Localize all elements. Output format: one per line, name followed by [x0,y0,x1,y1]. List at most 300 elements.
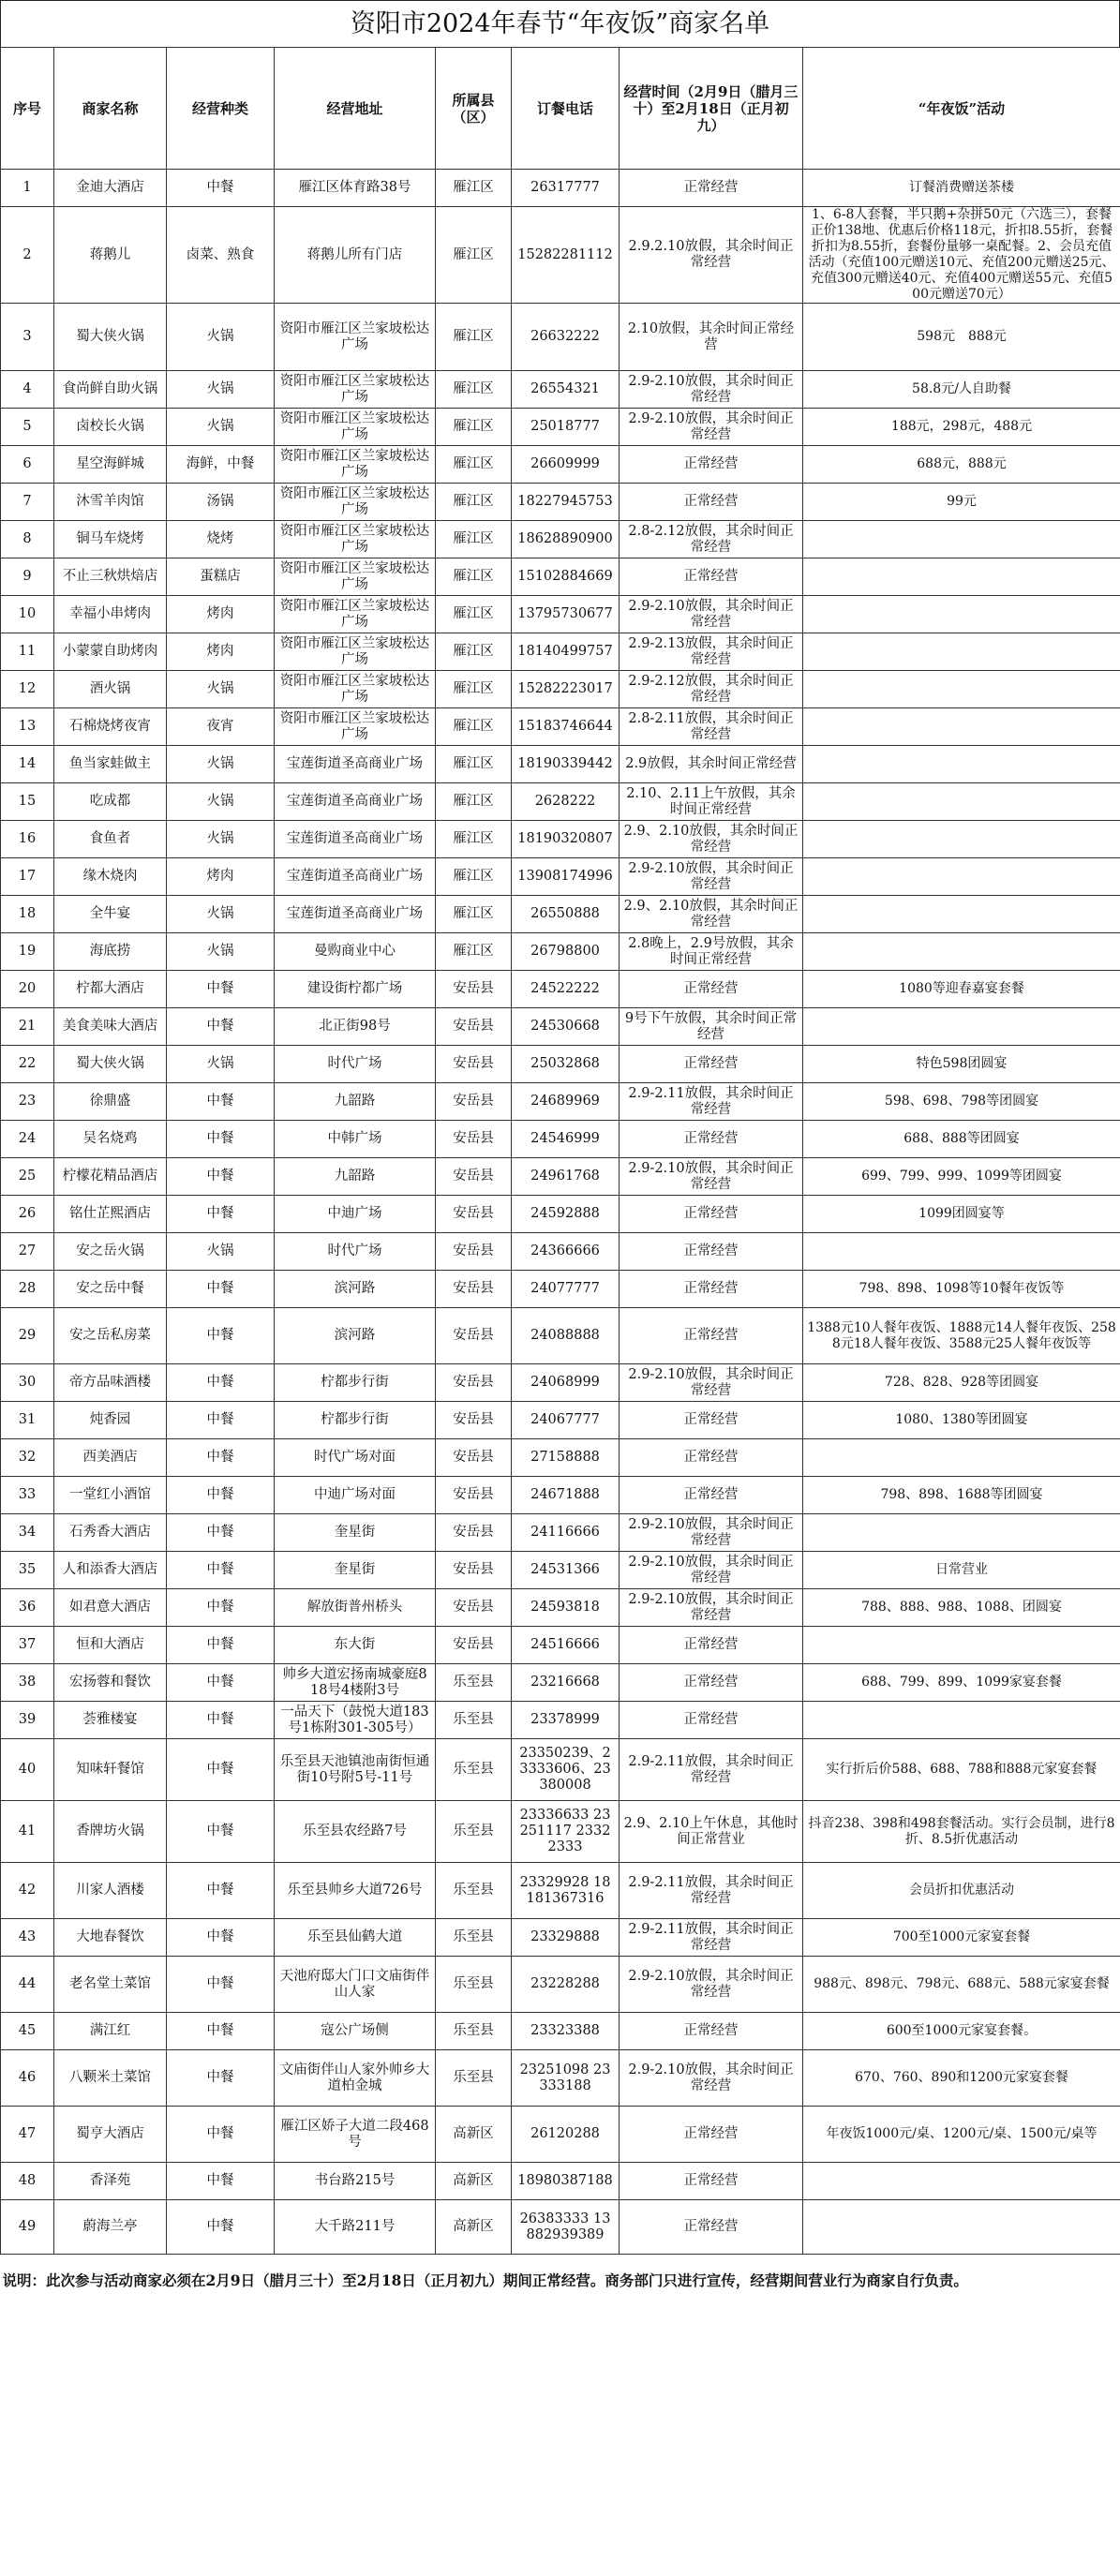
cell-hours: 2.9-2.10放假，其余时间正常经营 [620,1957,803,2013]
cell-index: 16 [1,821,54,858]
cell-index: 20 [1,971,54,1008]
cell-phone: 18628890900 [512,521,620,558]
cell-category: 中餐 [167,2050,275,2107]
cell-district: 安岳县 [436,1158,512,1196]
cell-address: 资阳市雁江区兰家坡松达广场 [275,371,436,409]
cell-district: 安岳县 [436,1402,512,1439]
cell-category: 中餐 [167,2013,275,2050]
cell-category: 中餐 [167,1439,275,1477]
cell-address: 柠都步行街 [275,1364,436,1402]
cell-address: 中韩广场 [275,1121,436,1158]
sheet-title: 资阳市2024年春节“年夜饭”商家名单 [0,0,1120,47]
cell-merchant-name: 吃成都 [54,783,167,821]
cell-promotion [803,1514,1120,1552]
cell-category: 汤锅 [167,484,275,521]
cell-phone: 26383333 13882939389 [512,2200,620,2255]
cell-district: 雁江区 [436,708,512,746]
table-row [1,170,1120,207]
cell-category: 火锅 [167,371,275,409]
header-cell: 经营种类 [167,48,275,170]
cell-category: 烤肉 [167,596,275,633]
cell-category: 中餐 [167,1121,275,1158]
cell-promotion: 特色598团圆宴 [803,1046,1120,1083]
cell-address: 建设街柠都广场 [275,971,436,1008]
cell-index: 4 [1,371,54,409]
table-row [1,1158,1120,1196]
cell-promotion: 670、760、890和1200元家宴套餐 [803,2050,1120,2107]
cell-category: 烤肉 [167,858,275,896]
cell-district: 安岳县 [436,1121,512,1158]
table-row [1,746,1120,783]
cell-address: 寇公广场侧 [275,2013,436,2050]
cell-promotion: 988元、898元、798元、688元、588元家宴套餐 [803,1957,1120,2013]
cell-phone: 24067777 [512,1402,620,1439]
cell-hours: 正常经营 [620,1627,803,1664]
cell-promotion: 798、898、1688等团圆宴 [803,1477,1120,1514]
cell-index: 30 [1,1364,54,1402]
cell-hours: 2.9-2.10放假，其余时间正常经营 [620,1158,803,1196]
cell-promotion: 日常营业 [803,1552,1120,1589]
footnote: 说明：此次参与活动商家必须在2月9日（腊月三十）至2月18日（正月初九）期间正常经营。商务部门只进行宣传，经营期间营业行为商家自行负责。 [2,2271,968,2289]
cell-district: 乐至县 [436,1919,512,1957]
table-row [1,484,1120,521]
cell-hours: 正常经营 [620,1477,803,1514]
cell-hours: 2.8晚上，2.9号放假，其余时间正常经营 [620,933,803,971]
table-row [1,446,1120,484]
cell-index: 28 [1,1271,54,1308]
cell-address: 奎星街 [275,1552,436,1589]
cell-district: 乐至县 [436,1739,512,1801]
table-row [1,783,1120,821]
cell-index: 43 [1,1919,54,1957]
cell-address: 资阳市雁江区兰家坡松达广场 [275,596,436,633]
cell-promotion: 798、898、1098等10餐年夜饭等 [803,1271,1120,1308]
cell-address: 乐至县帅乡大道726号 [275,1863,436,1919]
table-row [1,207,1120,304]
table-row [1,596,1120,633]
table-row [1,671,1120,708]
cell-promotion: 1388元10人餐年夜饭、1888元14人餐年夜饭、2588元18人餐年夜饭、3588元25人餐年夜饭等 [803,1308,1120,1364]
cell-hours: 正常经营 [620,2200,803,2255]
cell-phone: 26317777 [512,170,620,207]
cell-merchant-name: 蜀大侠火锅 [54,304,167,371]
cell-category: 中餐 [167,2107,275,2163]
cell-index: 48 [1,2163,54,2200]
table-row [1,1008,1120,1046]
cell-merchant-name: 安之岳中餐 [54,1271,167,1308]
cell-phone: 24068999 [512,1364,620,1402]
cell-category: 中餐 [167,1402,275,1439]
cell-address: 宝莲街道圣高商业广场 [275,896,436,933]
table-row [1,1552,1120,1589]
table-row [1,1046,1120,1083]
cell-promotion: 598元 888元 [803,304,1120,371]
cell-promotion [803,2200,1120,2255]
cell-address: 中迪广场对面 [275,1477,436,1514]
cell-merchant-name: 香牌坊火锅 [54,1801,167,1863]
cell-index: 13 [1,708,54,746]
cell-district: 雁江区 [436,304,512,371]
cell-category: 中餐 [167,1552,275,1589]
cell-index: 40 [1,1739,54,1801]
cell-category: 中餐 [167,1158,275,1196]
cell-phone: 23323388 [512,2013,620,2050]
cell-index: 18 [1,896,54,933]
cell-phone: 24592888 [512,1196,620,1233]
cell-category: 中餐 [167,1477,275,1514]
table-row [1,1477,1120,1514]
cell-address: 宝莲街道圣高商业广场 [275,783,436,821]
cell-promotion: 1099团圆宴等 [803,1196,1120,1233]
cell-district: 高新区 [436,2200,512,2255]
table-row [1,304,1120,371]
cell-address: 雁江区娇子大道二段468号 [275,2107,436,2163]
cell-address: 东大街 [275,1627,436,1664]
cell-phone: 24366666 [512,1233,620,1271]
cell-merchant-name: 蔚海兰亭 [54,2200,167,2255]
table-row [1,1627,1120,1664]
cell-category: 中餐 [167,1739,275,1801]
table-row [1,821,1120,858]
cell-address: 大千路211号 [275,2200,436,2255]
cell-hours: 正常经营 [620,484,803,521]
cell-promotion: 699、799、999、1099等团圆宴 [803,1158,1120,1196]
cell-category: 中餐 [167,1308,275,1364]
cell-hours: 正常经营 [620,1121,803,1158]
cell-index: 47 [1,2107,54,2163]
cell-hours: 2.8-2.12放假，其余时间正常经营 [620,521,803,558]
cell-index: 21 [1,1008,54,1046]
cell-category: 火锅 [167,409,275,446]
cell-index: 15 [1,783,54,821]
cell-promotion [803,858,1120,896]
cell-district: 雁江区 [436,446,512,484]
cell-promotion: 728、828、928等团圆宴 [803,1364,1120,1402]
table-row [1,521,1120,558]
cell-address: 曼购商业中心 [275,933,436,971]
cell-promotion: 1080等迎春嘉宴套餐 [803,971,1120,1008]
cell-promotion [803,708,1120,746]
cell-hours: 2.9-2.12放假，其余时间正常经营 [620,671,803,708]
cell-category: 中餐 [167,1919,275,1957]
table-row [1,1402,1120,1439]
cell-index: 23 [1,1083,54,1121]
cell-category: 蛋糕店 [167,558,275,596]
cell-merchant-name: 海底捞 [54,933,167,971]
cell-category: 中餐 [167,1627,275,1664]
cell-promotion: 99元 [803,484,1120,521]
cell-index: 19 [1,933,54,971]
cell-category: 夜宵 [167,708,275,746]
cell-category: 中餐 [167,1801,275,1863]
cell-hours: 2.9-2.11放假，其余时间正常经营 [620,1083,803,1121]
cell-promotion [803,671,1120,708]
cell-promotion: 1080、1380等团圆宴 [803,1402,1120,1439]
cell-phone: 24546999 [512,1121,620,1158]
cell-merchant-name: 蜀亨大酒店 [54,2107,167,2163]
cell-merchant-name: 炖香园 [54,1402,167,1439]
cell-district: 安岳县 [436,1364,512,1402]
cell-hours: 2.10、2.11上午放假，其余时间正常经营 [620,783,803,821]
cell-category: 中餐 [167,2163,275,2200]
cell-index: 27 [1,1233,54,1271]
cell-address: 资阳市雁江区兰家坡松达广场 [275,633,436,671]
cell-merchant-name: 荟雅楼宴 [54,1702,167,1739]
table-row [1,1439,1120,1477]
cell-promotion [803,1627,1120,1664]
cell-category: 火锅 [167,1046,275,1083]
cell-address: 资阳市雁江区兰家坡松达广场 [275,446,436,484]
cell-index: 37 [1,1627,54,1664]
cell-category: 火锅 [167,1233,275,1271]
cell-phone: 24961768 [512,1158,620,1196]
cell-phone: 23336633 23251117 23322333 [512,1801,620,1863]
cell-category: 烧烤 [167,521,275,558]
header-cell: 经营时间（2月9日（腊月三十）至2月18日（正月初九） [620,48,803,170]
cell-hours: 2.9-2.10放假，其余时间正常经营 [620,596,803,633]
cell-promotion: 700至1000元家宴套餐 [803,1919,1120,1957]
cell-index: 1 [1,170,54,207]
table-row [1,1121,1120,1158]
cell-phone: 18140499757 [512,633,620,671]
cell-index: 3 [1,304,54,371]
cell-promotion [803,783,1120,821]
cell-phone: 18190320807 [512,821,620,858]
cell-address: 天池府邸大门口文庙街伴山人家 [275,1957,436,2013]
cell-district: 乐至县 [436,1664,512,1702]
header-cell: 所属县（区） [436,48,512,170]
cell-address: 资阳市雁江区兰家坡松达广场 [275,304,436,371]
cell-district: 安岳县 [436,971,512,1008]
cell-promotion [803,596,1120,633]
cell-district: 乐至县 [436,2050,512,2107]
cell-category: 火锅 [167,671,275,708]
cell-index: 39 [1,1702,54,1739]
cell-merchant-name: 帝方品味酒楼 [54,1364,167,1402]
cell-merchant-name: 蒋鹅儿 [54,207,167,304]
cell-address: 时代广场 [275,1233,436,1271]
cell-category: 卤菜、熟食 [167,207,275,304]
cell-merchant-name: 幸福小串烤肉 [54,596,167,633]
cell-merchant-name: 铭仕芷熙酒店 [54,1196,167,1233]
cell-promotion [803,933,1120,971]
cell-district: 雁江区 [436,170,512,207]
cell-merchant-name: 川家人酒楼 [54,1863,167,1919]
table-row [1,1702,1120,1739]
cell-promotion [803,521,1120,558]
cell-district: 雁江区 [436,746,512,783]
cell-phone: 24088888 [512,1308,620,1364]
cell-promotion: 抖音238、398和498套餐活动。实行会员制，进行8折、8.5折优惠活动 [803,1801,1120,1863]
cell-hours: 2.9-2.11放假，其余时间正常经营 [620,1863,803,1919]
cell-index: 41 [1,1801,54,1863]
cell-phone: 26554321 [512,371,620,409]
cell-index: 14 [1,746,54,783]
table-row [1,1271,1120,1308]
cell-promotion [803,896,1120,933]
cell-hours: 2.9-2.10放假，其余时间正常经营 [620,858,803,896]
header-cell: 经营地址 [275,48,436,170]
cell-address: 一品天下（鼓悦大道183号1栋附301-305号） [275,1702,436,1739]
cell-merchant-name: 石秀香大酒店 [54,1514,167,1552]
cell-index: 42 [1,1863,54,1919]
cell-hours: 正常经营 [620,170,803,207]
cell-index: 26 [1,1196,54,1233]
cell-hours: 2.9、2.10放假，其余时间正常经营 [620,896,803,933]
cell-index: 8 [1,521,54,558]
cell-category: 中餐 [167,1364,275,1402]
header-cell: 商家名称 [54,48,167,170]
cell-promotion [803,1439,1120,1477]
cell-address: 滨河路 [275,1271,436,1308]
cell-hours: 2.9、2.10放假，其余时间正常经营 [620,821,803,858]
table-row [1,1739,1120,1801]
cell-phone: 15102884669 [512,558,620,596]
cell-address: 资阳市雁江区兰家坡松达广场 [275,409,436,446]
cell-merchant-name: 全牛宴 [54,896,167,933]
cell-index: 5 [1,409,54,446]
cell-category: 火锅 [167,304,275,371]
cell-hours: 正常经营 [620,1664,803,1702]
cell-index: 46 [1,2050,54,2107]
table-row [1,558,1120,596]
cell-merchant-name: 老名堂土菜馆 [54,1957,167,2013]
cell-phone: 24516666 [512,1627,620,1664]
cell-hours: 正常经营 [620,1271,803,1308]
cell-district: 乐至县 [436,1801,512,1863]
cell-merchant-name: 西美酒店 [54,1439,167,1477]
cell-address: 滨河路 [275,1308,436,1364]
header-cell: 订餐电话 [512,48,620,170]
cell-address: 书台路215号 [275,2163,436,2200]
cell-district: 雁江区 [436,896,512,933]
cell-phone: 15282281112 [512,207,620,304]
table-row [1,371,1120,409]
cell-phone: 13795730677 [512,596,620,633]
cell-address: 北正街98号 [275,1008,436,1046]
cell-phone: 25032868 [512,1046,620,1083]
cell-index: 22 [1,1046,54,1083]
cell-index: 10 [1,596,54,633]
cell-phone: 24689969 [512,1083,620,1121]
cell-address: 帅乡大道宏扬南城豪庭818号4楼附3号 [275,1664,436,1702]
cell-phone: 15282223017 [512,671,620,708]
cell-phone: 24522222 [512,971,620,1008]
cell-merchant-name: 柠都大酒店 [54,971,167,1008]
cell-hours: 2.9-2.10放假，其余时间正常经营 [620,371,803,409]
cell-district: 雁江区 [436,409,512,446]
cell-phone: 25018777 [512,409,620,446]
cell-hours: 正常经营 [620,1308,803,1364]
table-row [1,896,1120,933]
cell-merchant-name: 卤校长火锅 [54,409,167,446]
cell-district: 乐至县 [436,1957,512,2013]
table-row [1,409,1120,446]
cell-index: 44 [1,1957,54,2013]
cell-phone: 23216668 [512,1664,620,1702]
cell-address: 时代广场 [275,1046,436,1083]
cell-district: 雁江区 [436,371,512,409]
cell-category: 烤肉 [167,633,275,671]
cell-district: 雁江区 [436,633,512,671]
cell-category: 中餐 [167,1702,275,1739]
cell-hours: 2.9-2.10放假，其余时间正常经营 [620,1589,803,1627]
table-row [1,1801,1120,1863]
cell-merchant-name: 缘木烧肉 [54,858,167,896]
cell-category: 火锅 [167,933,275,971]
cell-hours: 正常经营 [620,446,803,484]
cell-hours: 2.9-2.10放假，其余时间正常经营 [620,409,803,446]
cell-index: 9 [1,558,54,596]
cell-hours: 正常经营 [620,971,803,1008]
cell-index: 11 [1,633,54,671]
table-row [1,1664,1120,1702]
cell-address: 宝莲街道圣高商业广场 [275,821,436,858]
cell-phone: 24116666 [512,1514,620,1552]
cell-index: 25 [1,1158,54,1196]
cell-merchant-name: 恒和大酒店 [54,1627,167,1664]
cell-index: 49 [1,2200,54,2255]
merchant-table [0,47,1120,2305]
cell-district: 安岳县 [436,1196,512,1233]
cell-merchant-name: 徐鼎盛 [54,1083,167,1121]
cell-district: 高新区 [436,2163,512,2200]
cell-category: 火锅 [167,821,275,858]
cell-hours: 2.10放假，其余时间正常经营 [620,304,803,371]
cell-merchant-name: 香泽苑 [54,2163,167,2200]
cell-phone: 26120288 [512,2107,620,2163]
cell-index: 24 [1,1121,54,1158]
cell-promotion [803,1702,1120,1739]
cell-district: 安岳县 [436,1552,512,1589]
cell-address: 乐至县农经路7号 [275,1801,436,1863]
cell-hours: 2.9-2.11放假，其余时间正常经营 [620,1739,803,1801]
cell-merchant-name: 食尚鲜自助火锅 [54,371,167,409]
cell-hours: 正常经营 [620,1702,803,1739]
cell-address: 乐至县仙鹤大道 [275,1919,436,1957]
cell-address: 解放街普州桥头 [275,1589,436,1627]
cell-index: 32 [1,1439,54,1477]
cell-phone: 26550888 [512,896,620,933]
cell-category: 中餐 [167,1271,275,1308]
cell-promotion: 688、799、899、1099家宴套餐 [803,1664,1120,1702]
cell-merchant-name: 酒火锅 [54,671,167,708]
cell-district: 乐至县 [436,2013,512,2050]
cell-promotion: 188元，298元，488元 [803,409,1120,446]
cell-category: 中餐 [167,971,275,1008]
cell-address: 九韶路 [275,1083,436,1121]
cell-district: 安岳县 [436,1514,512,1552]
cell-promotion: 598、698、798等团圆宴 [803,1083,1120,1121]
cell-promotion [803,1233,1120,1271]
cell-hours: 2.9-2.11放假，其余时间正常经营 [620,1919,803,1957]
cell-address: 资阳市雁江区兰家坡松达广场 [275,484,436,521]
cell-index: 31 [1,1402,54,1439]
cell-category: 中餐 [167,1083,275,1121]
cell-category: 中餐 [167,1863,275,1919]
table-row [1,1364,1120,1402]
cell-merchant-name: 星空海鲜城 [54,446,167,484]
cell-index: 33 [1,1477,54,1514]
cell-index: 36 [1,1589,54,1627]
cell-phone: 2628222 [512,783,620,821]
cell-merchant-name: 柠檬花精品酒店 [54,1158,167,1196]
cell-district: 乐至县 [436,1863,512,1919]
cell-merchant-name: 安之岳私房菜 [54,1308,167,1364]
table-row [1,858,1120,896]
cell-phone: 26609999 [512,446,620,484]
cell-promotion: 订餐消费赠送茶楼 [803,170,1120,207]
